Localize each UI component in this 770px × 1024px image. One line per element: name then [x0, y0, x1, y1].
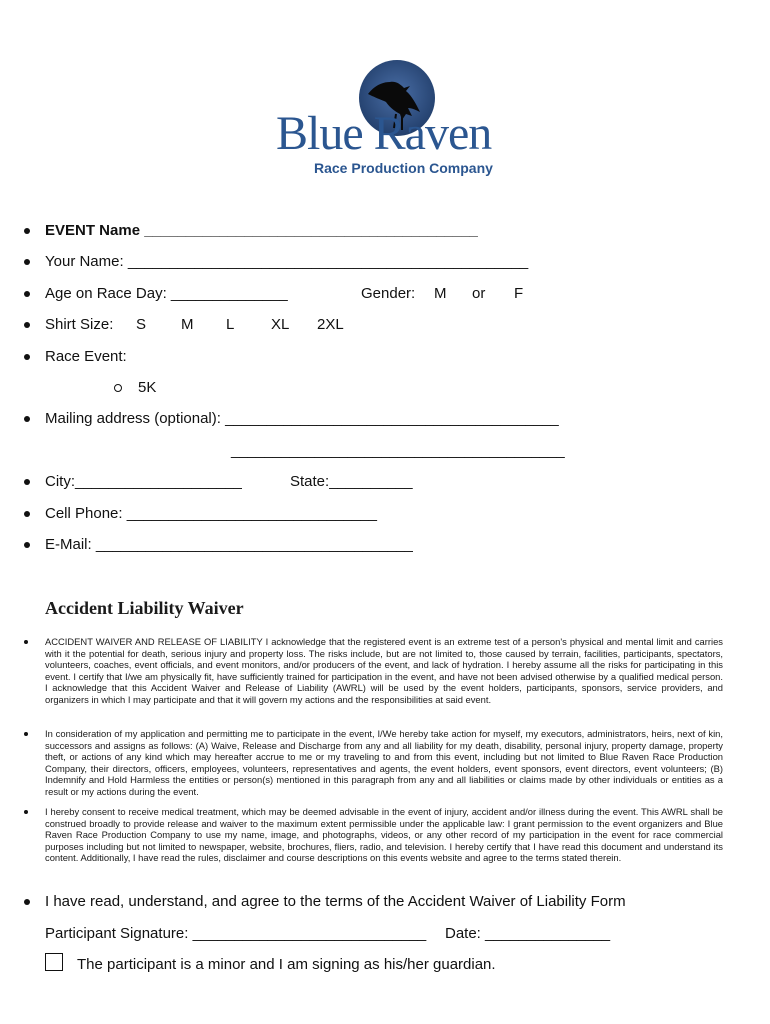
bullet [24, 354, 30, 360]
state-field[interactable]: State:__________ [290, 473, 413, 490]
bullet [24, 732, 28, 736]
minor-guardian-checkbox[interactable] [45, 953, 63, 971]
bullet [24, 542, 30, 548]
circle-bullet-icon [114, 384, 122, 392]
race-event-label: Race Event: [45, 348, 127, 365]
race-option-5k[interactable]: 5K [138, 379, 157, 396]
waiver-heading: Accident Liability Waiver [45, 598, 244, 618]
gender-option-f[interactable]: F [514, 285, 524, 302]
your-name-field[interactable]: Your Name: ________________________________________________ [45, 253, 529, 270]
age-field[interactable]: Age on Race Day: ______________ [45, 285, 288, 302]
email-field[interactable]: E-Mail: ______________________________________ [45, 536, 413, 553]
city-field[interactable]: City:____________________ [45, 473, 242, 490]
shirt-size-option[interactable]: 2XL [317, 316, 344, 333]
bullet [24, 259, 30, 265]
bullet [24, 416, 30, 422]
participant-signature-field[interactable]: Participant Signature: ____________________________ [45, 925, 427, 942]
date-field[interactable]: Date: _______________ [445, 925, 611, 942]
shirt-size-option[interactable]: M [181, 316, 194, 333]
cell-phone-field[interactable]: Cell Phone: ______________________________ [45, 505, 377, 522]
logo-wordmark: Blue Raven [276, 107, 492, 160]
agree-statement: I have read, understand, and agree to the terms of the Accident Waiver of Liability Form [45, 893, 626, 910]
bullet [24, 322, 30, 328]
bullet [24, 899, 30, 905]
gender-or: or [472, 285, 486, 302]
bullet [24, 810, 28, 814]
shirt-size-option[interactable]: S [136, 316, 147, 333]
waiver-paragraph-2: In consideration of my application and permitting me to participate in the event, I/We hereby take action for myself, my executors, administrators, heirs, next of kin, successors and assigns as follows: (A) Waive, Release and Discharge from any and all liability for my death, disability, personal injury, property damage, property theft, or actions of any kind which may hereafter accrue to me or my traveling to and from this event, including but not limited to Blue Raven Race Production Company, their directors, officers, employees, volunteers, representatives and agents, the event holders, event sponsors, event directors, event volunteers; (B) Indemnify and Hold Harmless the entities or person(s) mentioned in this paragraph from any and all liabilities or claims made by other individuals or entities as a result or my actions during the event. [45, 728, 723, 797]
gender-label: Gender: [361, 285, 416, 302]
minor-guardian-label: The participant is a minor and I am signing as his/her guardian. [77, 956, 496, 973]
gender-option-m[interactable]: M [434, 285, 447, 302]
bullet [24, 291, 30, 297]
waiver-paragraph-1: ACCIDENT WAIVER AND RELEASE OF LIABILITY I acknowledge that the registered event is an extreme test of a person's physical and mental limit and carries with it the potential for death, serious injury and property loss. The risks include, but are not limited to, those caused by terrain, facilities, participants, spectators, volunteers, coaches, event officials, and event monitors, and/or producers of the event, and lack of hydration. I hereby assume all the risks for participating in this event. I certify that I/we am physically fit, have sufficiently trained for participation in the event, and have not been advised otherwise by a qualified medical person. I acknowledge that this Accident Waiver and Release of Liability (AWRL) will be used by the event holders, participants, sponsors, service providers, and organizers in which I may participate and that it will govern my actions and the responsibilities at said event. [45, 636, 723, 705]
mailing-address-field[interactable]: Mailing address (optional): ________________________________________ [45, 410, 559, 427]
bullet [24, 228, 30, 234]
bullet [24, 511, 30, 517]
shirt-size-option[interactable]: L [226, 316, 235, 333]
bullet [24, 479, 30, 485]
shirt-size-option[interactable]: XL [271, 316, 290, 333]
logo-subtitle: Race Production Company [314, 160, 493, 176]
company-logo [270, 56, 510, 186]
shirt-size-label: Shirt Size: [45, 316, 114, 333]
event-name-field[interactable]: EVENT Name ________________________________________ [45, 222, 478, 239]
waiver-paragraph-3: I hereby consent to receive medical treatment, which may be deemed advisable in the event of injury, accident and/or illness during the event. This AWRL shall be construed broadly to provide release and waiver to the maximum extent permissible under the applicable law: I grant permission to the event organizers and Blue Raven Race Production Company to use my name, image, and photographs, videos, or any other record of my participation in the event for race commercial purposes including but not limited to newspaper, website, brochures, fliers, radio, and television. I hereby certify that I have read this document and understand its content. Additionally, I have read the rules, disclaimer and course descriptions on this events website and agree to the terms stated therein. [45, 806, 723, 863]
bullet [24, 640, 28, 644]
mailing-address-line2[interactable]: ________________________________________ [231, 442, 565, 459]
